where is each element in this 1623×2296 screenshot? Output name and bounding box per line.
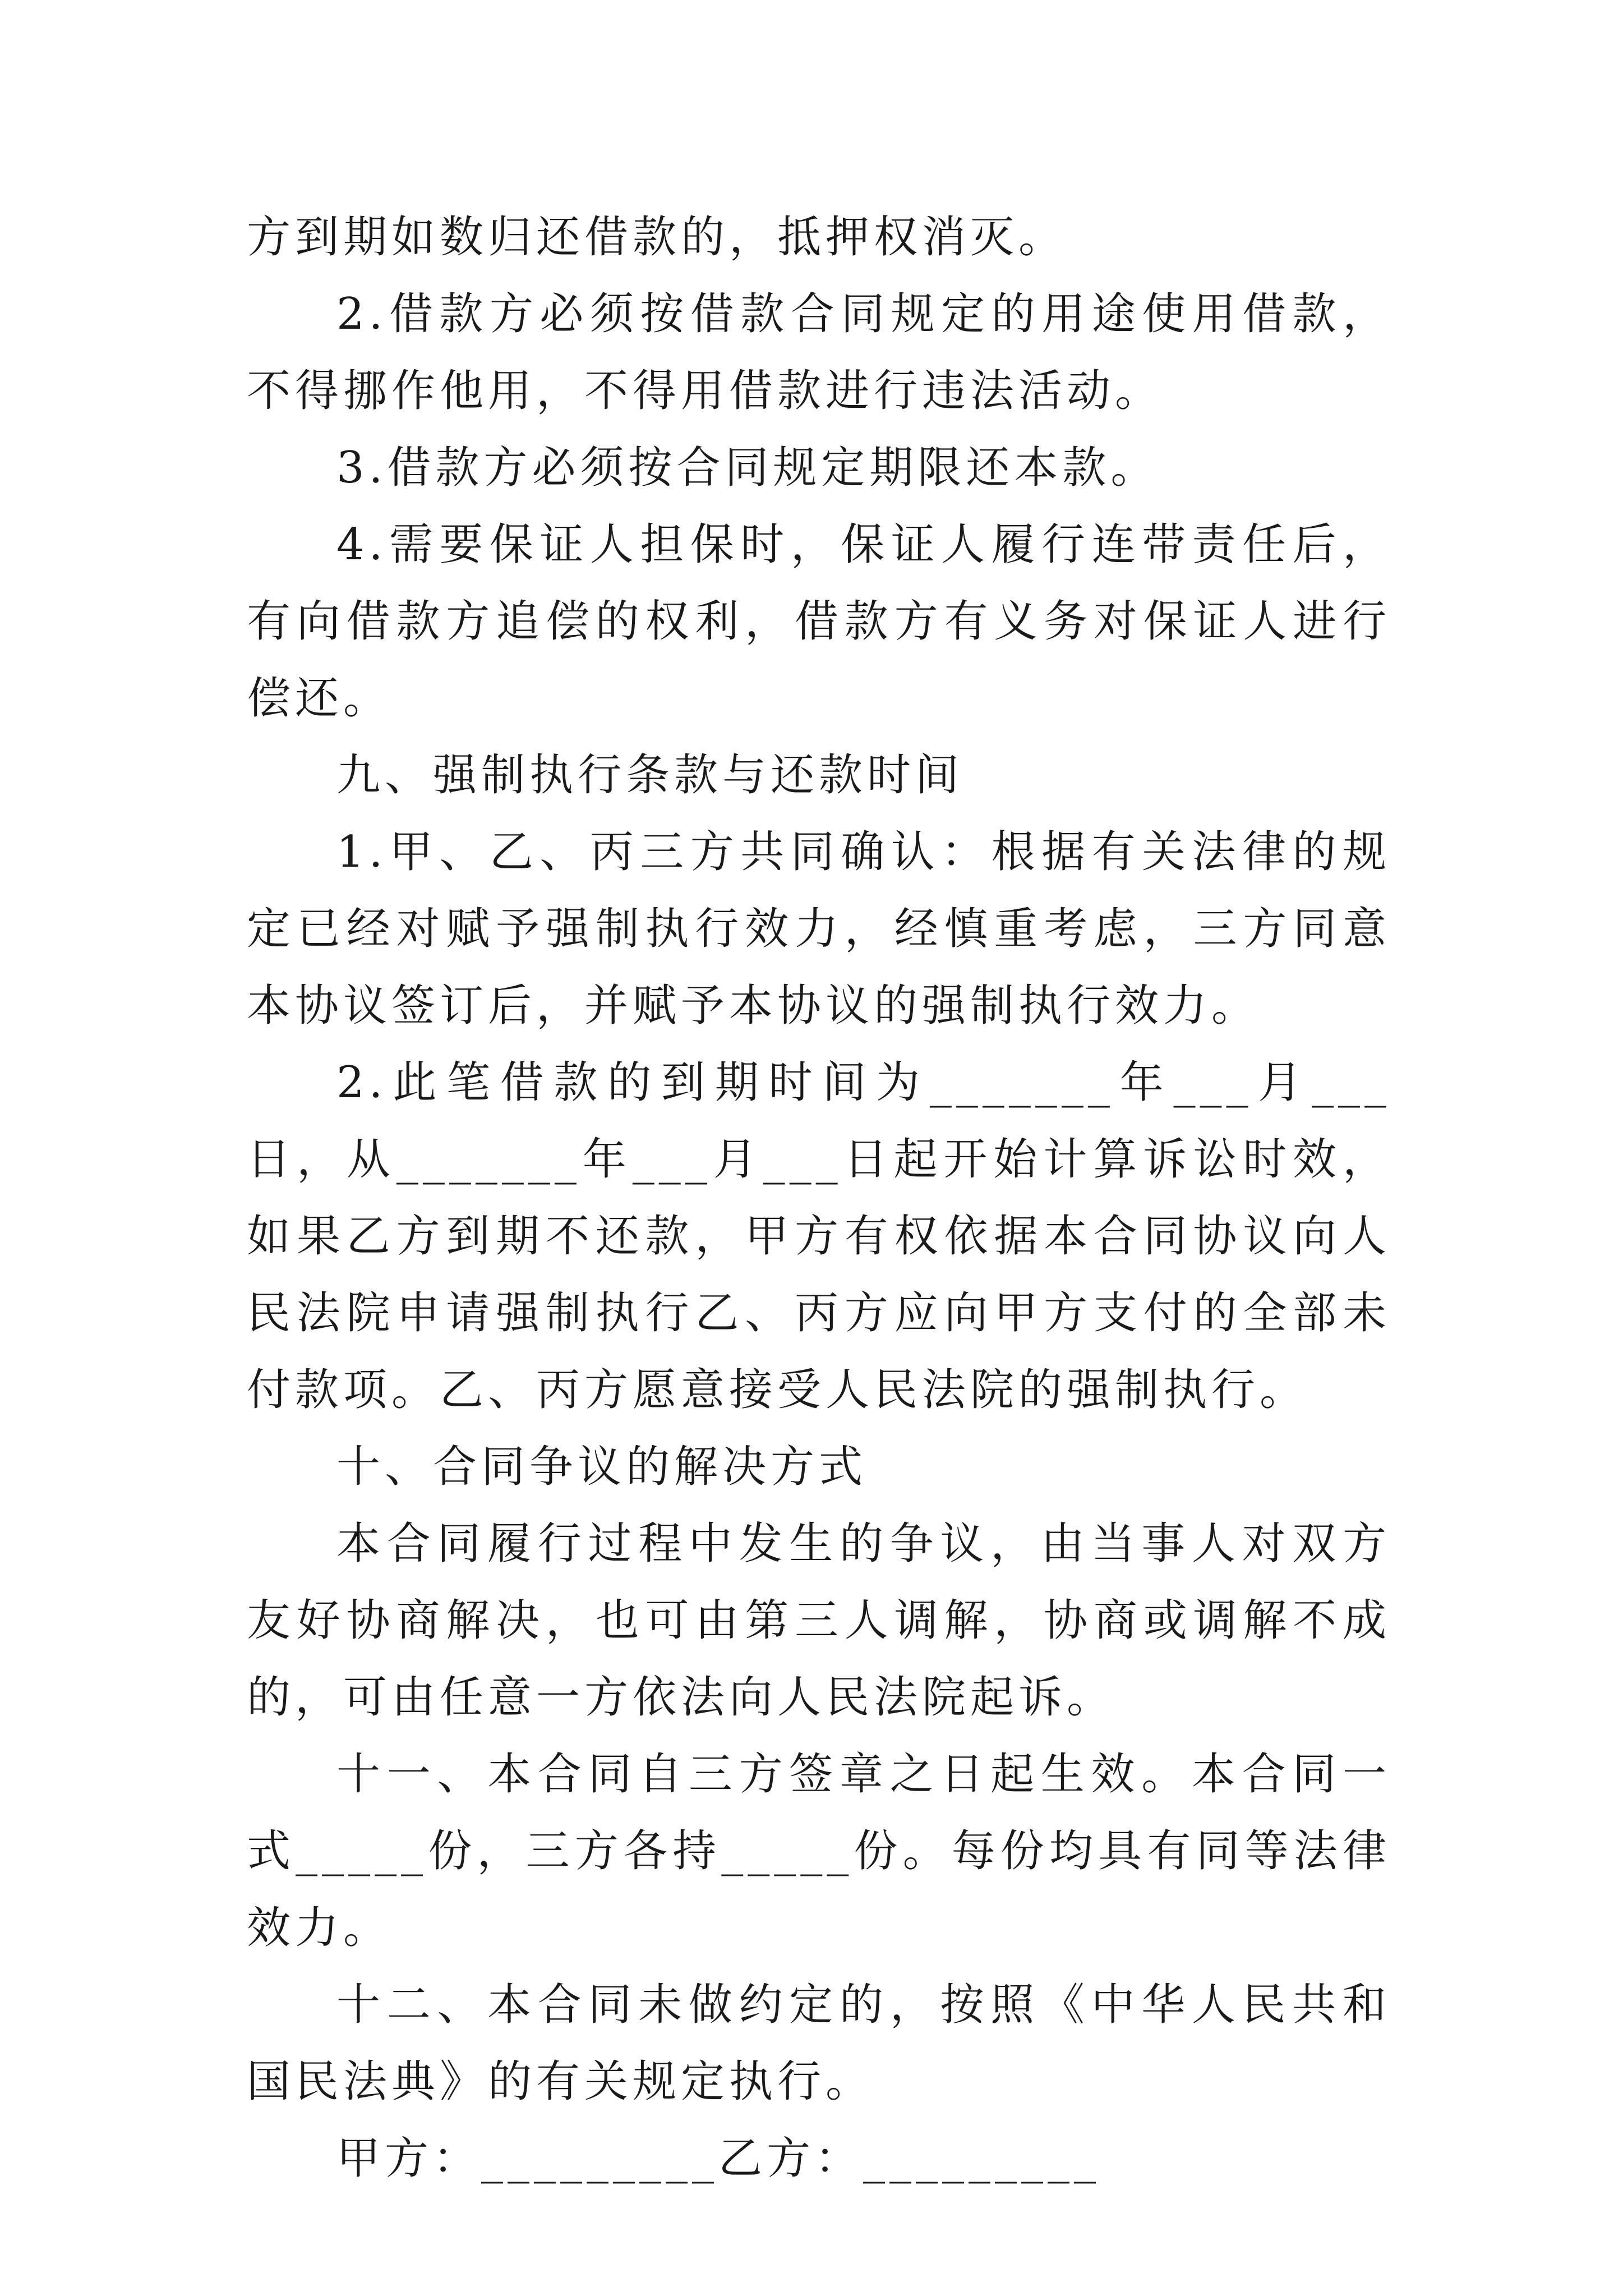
paragraph-clause-9-2: 2.此笔借款的到期时间为_______年___月___日，从_______年___月___日起开始计算诉讼时效，如果乙方到期不还款，甲方有权依据本合同协议向人民法院申请强制执行乙、丙方应向甲方支付的全部未付款项。乙、丙方愿意接受人民法院的强制执行。 xyxy=(247,1057,1391,1415)
paragraph-clause-8-4: 4.需要保证人担保时，保证人履行连带责任后，有向借款方追偿的权利，借款方有义务对保证人进行偿还。 xyxy=(247,519,1391,724)
party-b-signature-blank: _________ xyxy=(863,2133,1101,2184)
signature-line xyxy=(247,2120,1391,2197)
party-a-signature-blank: _________ xyxy=(481,2133,719,2184)
paragraph-clause-8-1-end: 方到期如数归还借款的，抵押权消灭。 xyxy=(247,212,1067,263)
paragraph-clause-9-1: 1.甲、乙、丙三方共同确认：根据有关法律的规定已经对赋予强制执行效力，经慎重考虑，三方同意本协议签订后，并赋予本协议的强制执行效力。 xyxy=(247,827,1391,1031)
party-a-label: 甲方： xyxy=(336,2133,482,2184)
section-heading-9: 九、强制执行条款与还款时间 xyxy=(336,750,964,800)
paragraph-clause-12: 十二、本合同未做约定的，按照《中华人民共和国民法典》的有关规定执行。 xyxy=(247,1980,1391,2107)
paragraph-clause-8-2: 2.借款方必须按借款合同规定的用途使用借款，不得挪作他用，不得用借款进行违法活动。 xyxy=(247,289,1391,416)
document-body xyxy=(247,199,1391,2197)
paragraph-clause-11: 十一、本合同自三方签章之日起生效。本合同一式_____份，三方各持_____份。每份均具有同等法律效力。 xyxy=(247,1749,1391,1953)
party-b-label: 乙方： xyxy=(718,2133,864,2184)
paragraph-clause-8-3: 3.借款方必须按合同规定期限还本款。 xyxy=(336,443,1159,493)
section-heading-10: 十、合同争议的解决方式 xyxy=(336,1442,868,1492)
paragraph-clause-10: 本合同履行过程中发生的争议，由当事人对双方友好协商解决，也可由第三人调解，协商或调解不成的，可由任意一方依法向人民法院起诉。 xyxy=(247,1519,1391,1723)
